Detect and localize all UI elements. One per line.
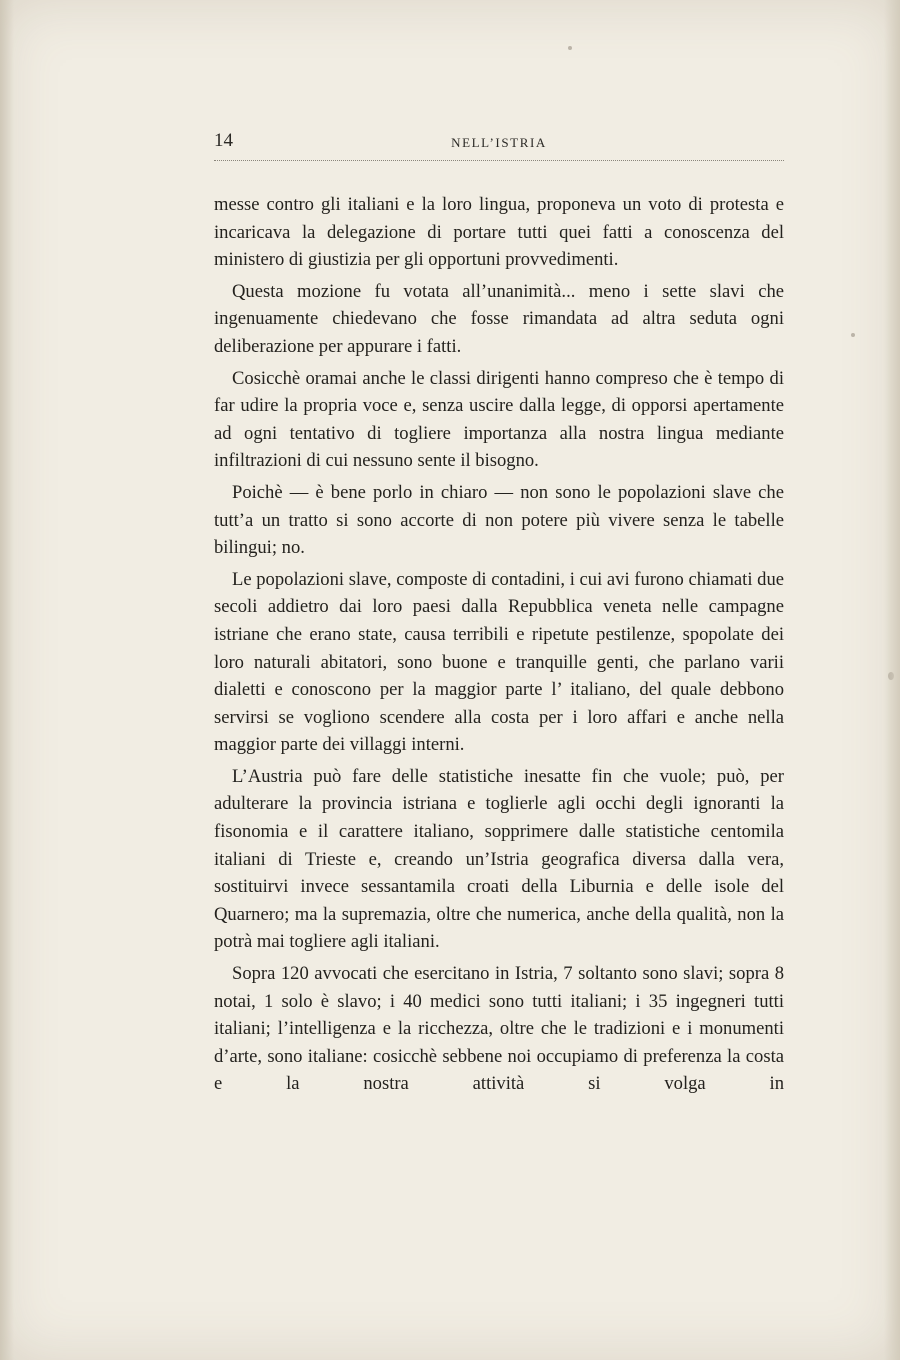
header-rule [214, 160, 784, 161]
page-number: 14 [214, 130, 233, 151]
paragraph-6: L’Austria può fare delle statistiche inesatte fin che vuole; può, per adulterare la provincia istriana e toglierle agli occhi degli ignoranti la fisonomia e il carattere italiano, sopprimere dalle statistiche centomila italiani di Trieste e, creando un’Istria geografica diversa dalla vera, sostituirvi invece sessantamila croati della Liburnia e delle isole del Quarnero; ma la supremazia, oltre che numerica, anche della qualità, non la potrà mai togliere agli italiani. [214, 765, 784, 953]
paper-speck [568, 46, 572, 50]
running-head [214, 130, 784, 164]
body-text [214, 191, 784, 1102]
paragraph-3: Cosicchè oramai anche le classi dirigenti hanno compreso che è tempo di far udire la propria voce e, senza uscire dalla legge, di opporsi apertamente ad ogni tentativo di togliere importanza alla nostra lingua mediante infiltrazioni di cui nessuno sente il bisogno. [214, 367, 784, 472]
paper-speck [888, 672, 894, 680]
paragraph-4: Poichè — è bene porlo in chiaro — non sono le popolazioni slave che tutt’a un tratto si sono accorte di non potere più vivere senza le tabelle bilingui; no. [214, 481, 784, 559]
paragraph-1: messe contro gli italiani e la loro lingua, proponeva un voto di protesta e incaricava la delegazione di portare tutti quei fatti a conoscenza del ministero di giustizia per gli opportuni provvedimenti. [214, 194, 784, 271]
paper-speck [851, 333, 855, 337]
paragraph-5: Le popolazioni slave, composte di contadini, i cui avi furono chiamati due secoli addietro dai loro paesi dalla Repubblica veneta nelle campagne istriane che erano state, causa terribili e ripetute pestilenze, spopolate dei loro naturali abitatori, sono buone e tranquille genti, che parlano varii dialetti e conoscono per la maggior parte l’ italiano, del quale debbono servirsi se vogliono scendere alla costa per i loro affari e anche nella maggior parte dei villaggi interni. [214, 568, 784, 756]
paragraph-7: Sopra 120 avvocati che esercitano in Istria, 7 soltanto sono slavi; sopra 8 notai, 1 solo è slavo; i 40 medici sono tutti italiani; i 35 ingegneri tutti italiani; l’intelligenza e la ricchezza, oltre che le tradizioni e i monumenti d’arte, sono italiane: cosicchè sebbene noi occupiamo di preferenza la costa e la nostra attività si volga in [214, 963, 784, 1095]
paragraph-2: Questa mozione fu votata all’unanimità... meno i sette slavi che ingenuamente chiedevano che fosse rimandata ad altra seduta ogni deliberazione per appurare i fatti. [214, 280, 784, 357]
running-title: NELL’ISTRIA [451, 135, 547, 150]
